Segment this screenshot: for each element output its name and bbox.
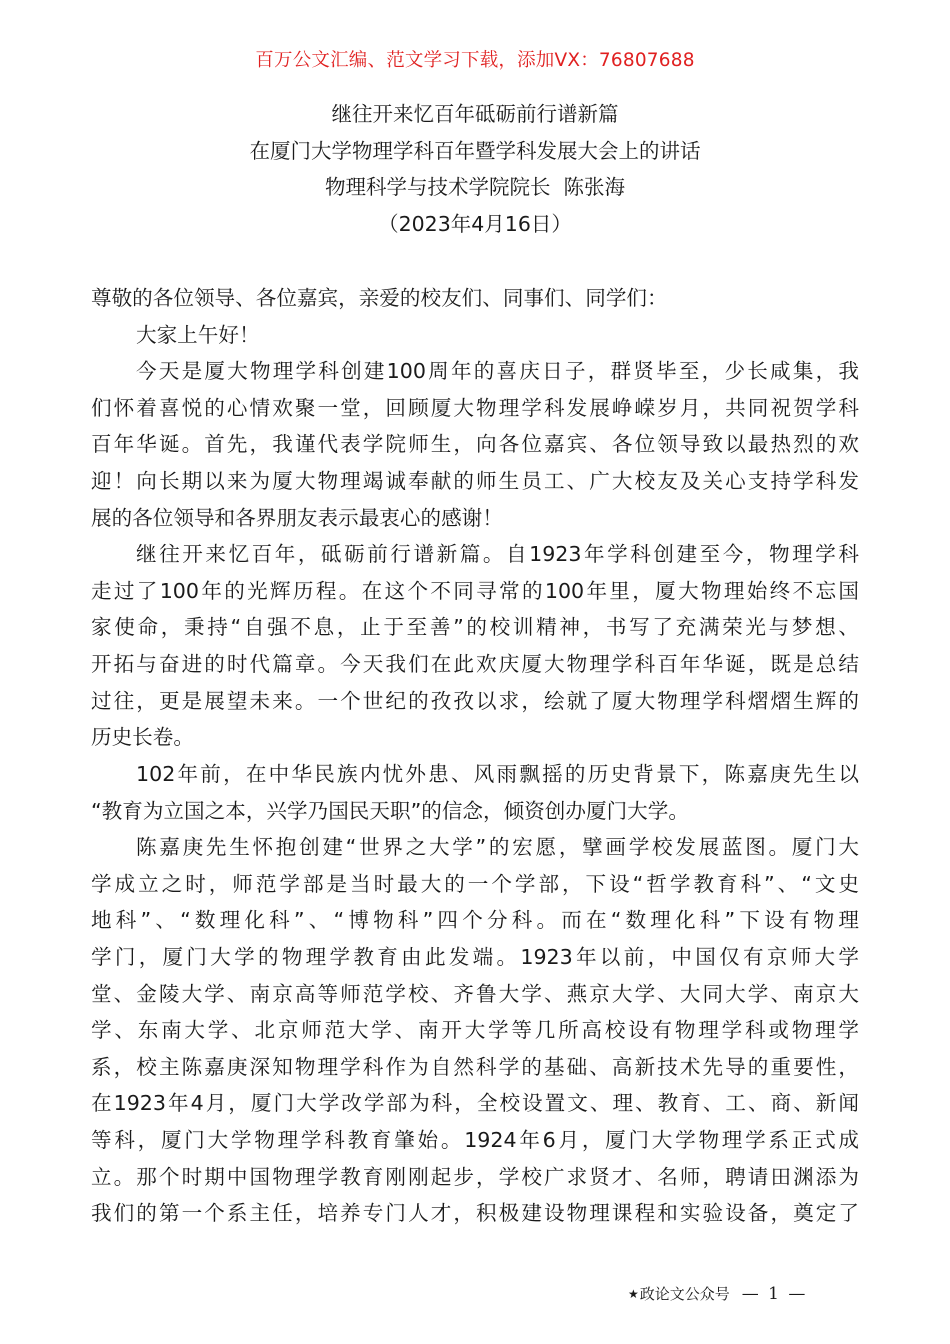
text-line: “教育为立国之本，兴学乃国民天职”的信念，倾资创办厦门大学。	[91, 798, 689, 823]
text-line: 等科，厦门大学物理学科教育肇始。1924年6月，厦门大学物理学系正式成	[91, 1128, 859, 1153]
text-line: 学、东南大学、北京师范大学、南开大学等几所高校设有物理学科或物理学	[91, 1018, 859, 1043]
text-line: 继往开来忆百年，砥砺前行谱新篇。自1923年学科创建至今，物理学科	[136, 542, 859, 567]
speaker-line: 物理科学与技术学院院长 陈张海	[324, 175, 626, 199]
text-line: 尊敬的各位领导、各位嘉宾，亲爱的校友们、同事们、同学们：	[91, 286, 668, 310]
text-line: 学门，厦门大学的物理学教育由此发端。1923年以前，中国仅有京师大学	[91, 944, 859, 969]
text-line: 在1923年4月，厦门大学改学部为科，全校设置文、理、教育、工、商、新闻	[91, 1091, 859, 1116]
text-line: 大家上午好！	[136, 322, 260, 347]
page-footer	[628, 1283, 807, 1304]
document-header	[0, 96, 950, 242]
text-line: 过往，更是展望未来。一个世纪的孜孜以求，绘就了厦大物理学科熠熠生辉的	[91, 688, 859, 713]
text-line: 立。那个时期中国物理学教育刚刚起步，学校广求贤才、名师，聘请田渊添为	[91, 1164, 859, 1189]
text-line: 地科”、“数理化科”、“博物科”四个分科。而在“数理化科”下设有物理	[91, 908, 859, 933]
text-line: 迎！向长期以来为厦大物理竭诚奉献的师生员工、广大校友及关心支持学科发	[91, 469, 859, 494]
text-line: 今天是厦大物理学科创建100周年的喜庆日子，群贤毕至，少长咸集，我	[136, 359, 859, 384]
document-subtitle: 在厦门大学物理学科百年暨学科发展大会上的讲话	[249, 138, 701, 163]
text-line: 百年华诞。首先，我谨代表学院师生，向各位嘉宾、各位领导致以最热烈的欢	[91, 432, 859, 457]
document-title: 继往开来忆百年砥砺前行谱新篇	[331, 102, 619, 126]
speech-date: （2023年4月16日）	[378, 211, 572, 236]
text-line: 走过了100年的光辉历程。在这个不同寻常的100年里，厦大物理始终不忘国	[91, 578, 859, 603]
star-icon: ★	[628, 1286, 639, 1301]
download-banner: 百万公文汇编、范文学习下载，添加VX：76807688	[255, 50, 695, 71]
speech-body	[91, 280, 859, 1232]
footer-source: 政论文公众号	[639, 1285, 730, 1303]
text-line: 我们的第一个系主任，培养专门人才，积极建设物理课程和实验设备，奠定了	[91, 1201, 859, 1226]
text-line: 历史长卷。	[91, 725, 194, 750]
text-line: 家使命，秉持“自强不息，止于至善”的校训精神，书写了充满荣光与梦想、	[91, 615, 859, 640]
text-line: 学成立之时，师范学部是当时最大的一个学部，下设“哲学教育科”、“文史	[91, 871, 859, 896]
text-line: 们怀着喜悦的心情欢聚一堂，回顾厦大物理学科发展峥嵘岁月，共同祝贺学科	[91, 395, 859, 420]
text-line: 堂、金陵大学、南京高等师范学校、齐鲁大学、燕京大学、大同大学、南京大	[91, 981, 859, 1006]
text-line: 系，校主陈嘉庚深知物理学科作为自然科学的基础、高新技术先导的重要性，	[91, 1054, 859, 1079]
text-line: 102年前，在中华民族内忧外患、风雨飘摇的历史背景下，陈嘉庚先生以	[136, 761, 859, 786]
text-line: 开拓与奋进的时代篇章。今天我们在此欢庆厦大物理学科百年华诞，既是总结	[91, 652, 859, 677]
page-number: — 1 —	[741, 1283, 808, 1304]
text-line: 展的各位领导和各界朋友表示最衷心的感谢！	[91, 505, 503, 530]
text-line: 陈嘉庚先生怀抱创建“世界之大学”的宏愿，擘画学校发展蓝图。厦门大	[136, 835, 859, 860]
